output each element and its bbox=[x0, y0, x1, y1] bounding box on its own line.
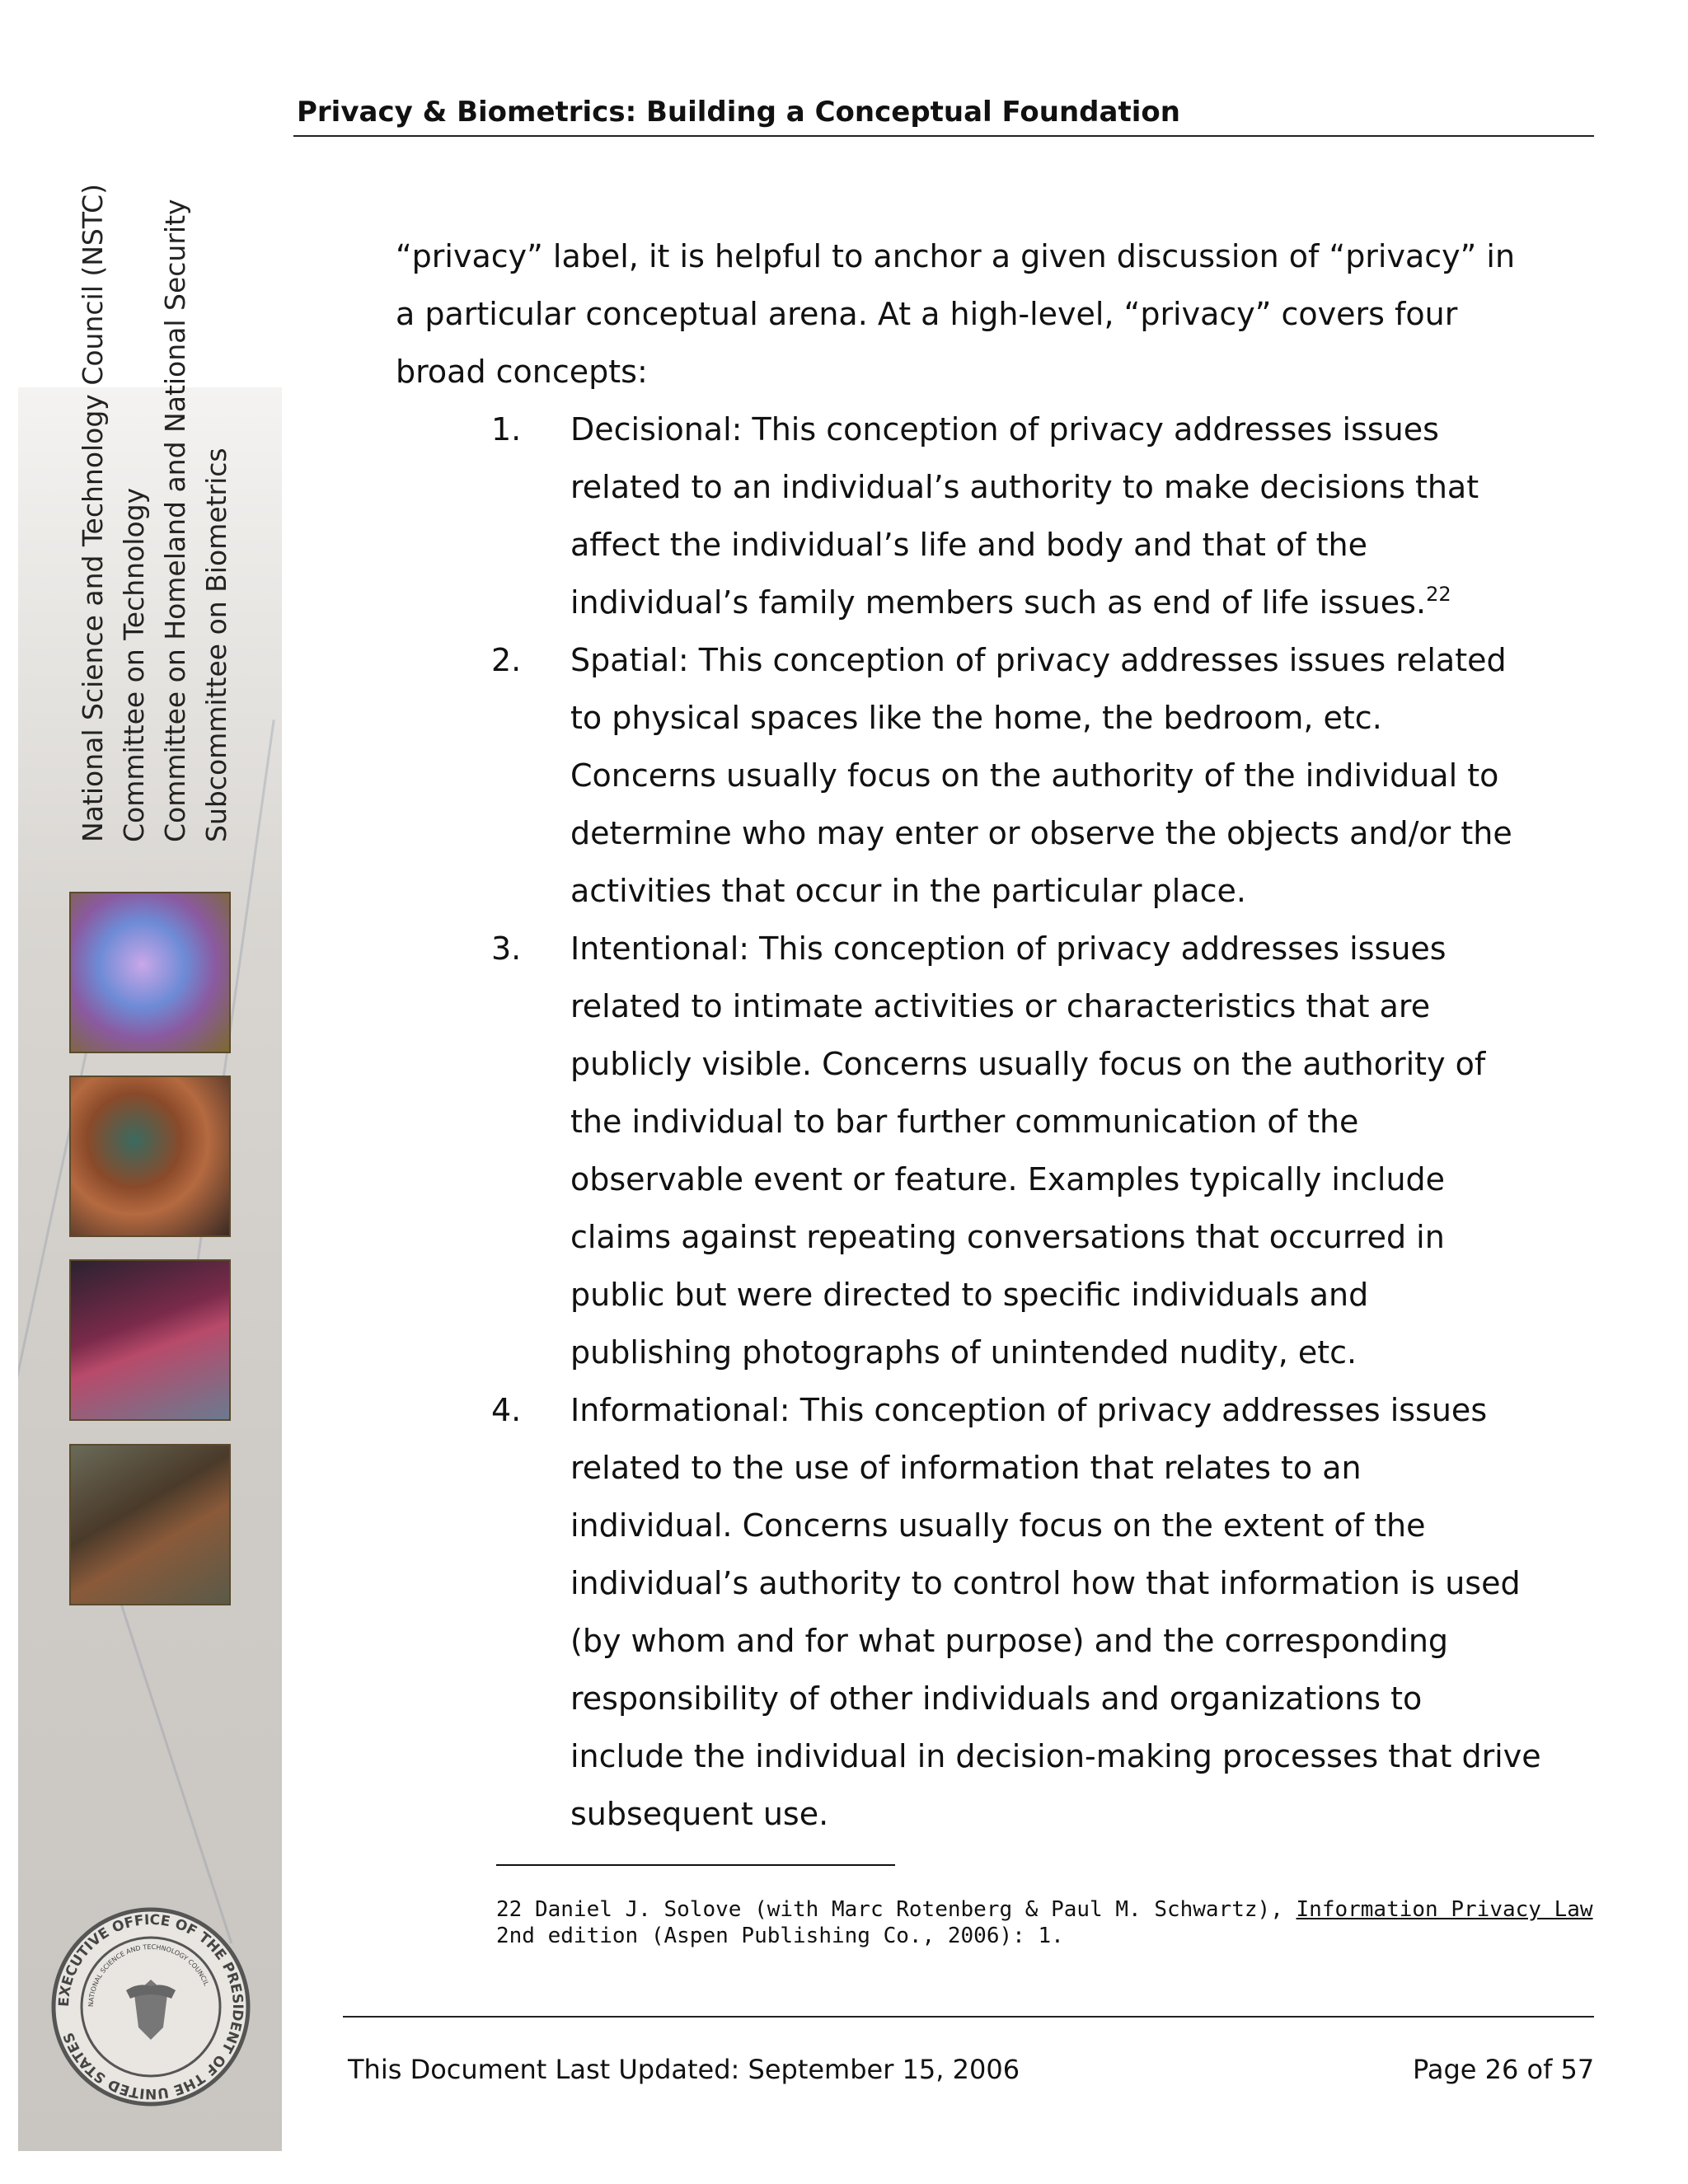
body-line: “privacy” label, it is helpful to anchor a given discussion of “privacy” in bbox=[396, 238, 1516, 274]
hand-image bbox=[69, 1444, 231, 1605]
list-item-line: observable event or feature. Examples typically include bbox=[570, 1161, 1446, 1197]
body-line: a particular conceptual arena. At a high-level, “privacy” covers four bbox=[396, 296, 1458, 332]
list-item-line: Decisional: This conception of privacy addresses issues bbox=[570, 411, 1439, 448]
executive-office-seal bbox=[48, 1904, 254, 2110]
list-item-line: (by whom and for what purpose) and the corresponding bbox=[570, 1623, 1449, 1659]
list-item-line: claims against repeating conversations that occurred in bbox=[570, 1219, 1445, 1255]
list-item-number: 1. bbox=[491, 411, 522, 448]
footnote-divider bbox=[496, 1864, 895, 1866]
footnote-citation: 22 Daniel J. Solove (with Marc Rotenberg & Paul M. Schwartz), bbox=[496, 1897, 1296, 1922]
list-item-line: Intentional: This conception of privacy addresses issues bbox=[570, 930, 1447, 967]
list-item-line: affect the individual’s life and body and that of the bbox=[570, 527, 1367, 563]
sidebar-line: Subcommittee on Biometrics bbox=[200, 448, 232, 842]
list-item-number: 3. bbox=[491, 930, 522, 967]
sidebar-line: Committee on Technology bbox=[118, 487, 150, 842]
list-item-line: responsibility of other individuals and organizations to bbox=[570, 1680, 1423, 1717]
page-header-title: Privacy & Biometrics: Building a Conceptual Foundation bbox=[297, 96, 1180, 129]
list-item-line: individual’s family members such as end of life issues. bbox=[570, 584, 1427, 621]
list-item-line: publishing photographs of unintended nudity, etc. bbox=[570, 1334, 1357, 1371]
list-item-line: individual. Concerns usually focus on the extent of the bbox=[570, 1507, 1426, 1544]
list-item-line: related to the use of information that relates to an bbox=[570, 1450, 1362, 1486]
list-item-line: Spatial: This conception of privacy addresses issues related bbox=[570, 642, 1507, 678]
list-item-line: subsequent use. bbox=[570, 1796, 829, 1832]
header-divider bbox=[293, 135, 1594, 137]
list-item-number: 4. bbox=[491, 1392, 522, 1428]
list-item-line: to physical spaces like the home, the bedroom, etc. bbox=[570, 700, 1382, 736]
seal-inner-text: NATIONAL SCIENCE AND TECHNOLOGY COUNCIL bbox=[87, 1943, 210, 2008]
list-item-line: the individual to bar further communication of the bbox=[570, 1104, 1359, 1140]
list-item-line: publicly visible. Concerns usually focus on the authority of bbox=[570, 1046, 1486, 1082]
sidebar-org-text bbox=[73, 117, 237, 842]
footnote-line: 2nd edition (Aspen Publishing Co., 2006): 1. bbox=[496, 1924, 1064, 1948]
list-item-line: Informational: This conception of privacy addresses issues bbox=[570, 1392, 1488, 1428]
list-item-line: include the individual in decision-making processes that drive bbox=[570, 1738, 1541, 1774]
list-item-line: Concerns usually focus on the authority of the individual to bbox=[570, 757, 1499, 794]
footnote-line bbox=[496, 1897, 1593, 1922]
footer-divider bbox=[343, 2016, 1594, 2018]
list-item-line: public but were directed to specific individuals and bbox=[570, 1277, 1369, 1313]
last-updated-text: This Document Last Updated: September 15, 2006 bbox=[348, 2054, 1020, 2085]
footnote-book-title: Information Privacy Law bbox=[1296, 1897, 1593, 1922]
fingerprint-image bbox=[69, 892, 231, 1053]
sidebar-line: Committee on Homeland and National Security bbox=[159, 199, 191, 842]
eye-image bbox=[69, 1076, 231, 1237]
sidebar-line: National Science and Technology Council (NSTC) bbox=[77, 183, 109, 842]
list-item-line: related to intimate activities or characteristics that are bbox=[570, 988, 1431, 1024]
page-number: Page 26 of 57 bbox=[1413, 2054, 1595, 2085]
body-line: broad concepts: bbox=[396, 354, 648, 390]
list-item-number: 2. bbox=[491, 642, 522, 678]
list-item-line: activities that occur in the particular place. bbox=[570, 873, 1246, 909]
lips-image bbox=[69, 1259, 231, 1421]
list-item-line-with-ref bbox=[570, 574, 1451, 631]
seal-outer-text: EXECUTIVE OFFICE OF THE PRESIDENT OF THE UNITED STATES bbox=[55, 1911, 246, 2102]
list-item-line: determine who may enter or observe the objects and/or the bbox=[570, 815, 1512, 851]
list-item-line: individual’s authority to control how that information is used bbox=[570, 1565, 1521, 1601]
list-item-line: related to an individual’s authority to make decisions that bbox=[570, 469, 1479, 505]
footnote-reference[interactable]: 22 bbox=[1426, 583, 1451, 606]
